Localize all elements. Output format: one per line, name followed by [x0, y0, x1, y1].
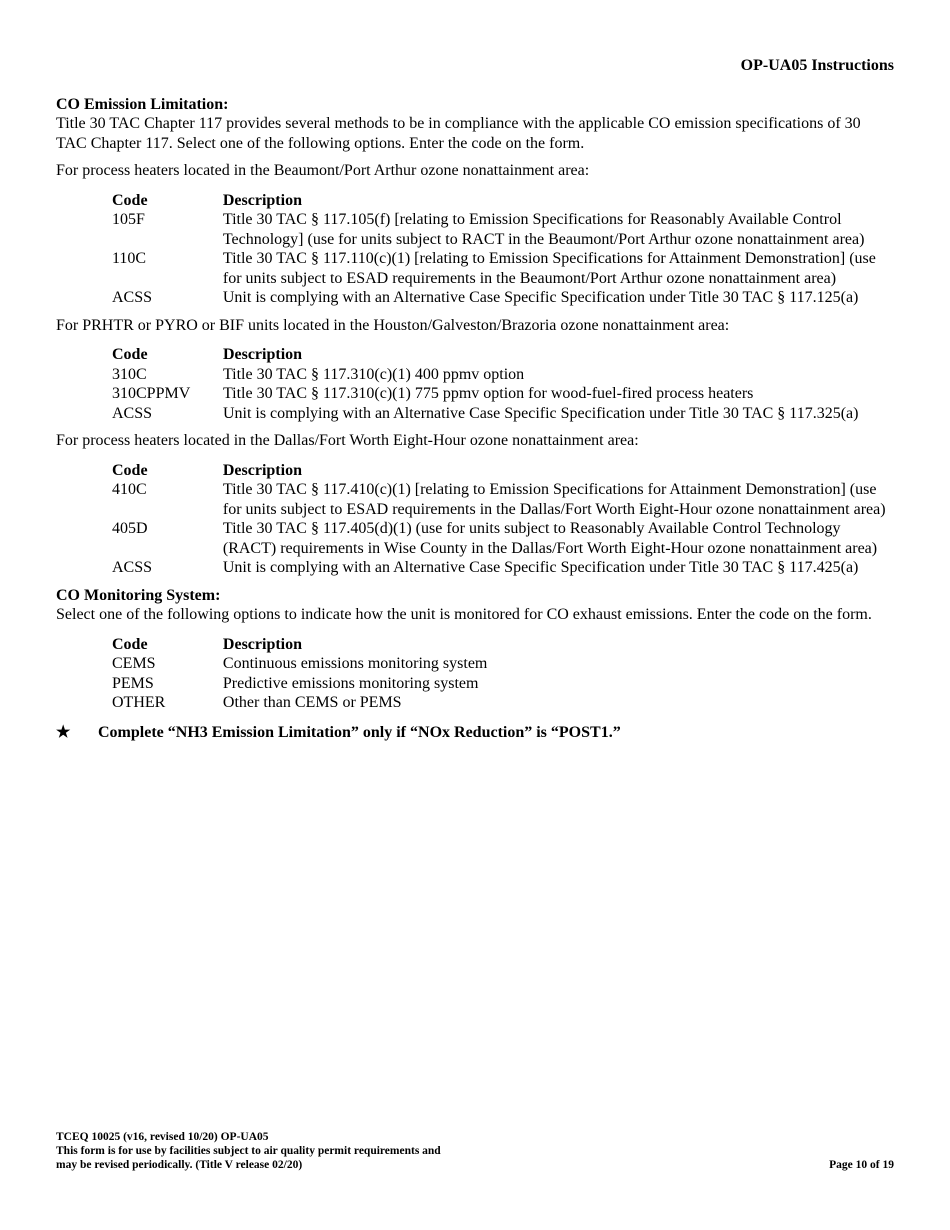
table-row [112, 674, 894, 694]
description-cell: Title 30 TAC § 117.105(f) [relating to Emission Specifications for Reasonably Available Control Technology] (use for units subject to RACT in the Beaumont/Port Arthur ozone nonattainment area) [222, 211, 865, 248]
co-monitoring-intro: Select one of the following options to indicate how the unit is monitored for CO exhaust emissions. Enter the code on the form. [56, 606, 872, 623]
description-column-header: Description [222, 346, 303, 363]
star-icon: ★ [56, 723, 71, 741]
code-cell: OTHER [112, 694, 166, 711]
code-cell: ACSS [112, 559, 153, 576]
co-monitoring-heading: CO Monitoring System: [56, 586, 221, 604]
code-cell: PEMS [112, 674, 154, 692]
footer-line-3: may be revised periodically. (Title V release 02/20) [56, 1159, 303, 1171]
co-emission-heading: CO Emission Limitation: [56, 95, 229, 113]
document-page [56, 56, 894, 742]
code-cell: ACSS [112, 289, 153, 306]
table-row [112, 654, 894, 674]
page-footer [56, 1130, 894, 1172]
nh3-note [56, 723, 894, 743]
description-cell: Title 30 TAC § 117.110(c)(1) [relating to Emission Specifications for Attainment Demonstration] (use for units subject to ESAD requirements in the Beaumont/Port Arthur ozone nonattainment area) [222, 250, 876, 287]
description-cell: Title 30 TAC § 117.410(c)(1) [relating to Emission Specifications for Attainment Demonstration] (use for units subject to ESAD requirements in the Dallas/Fort Worth Eight-Hour ozone nonattainment area) [222, 481, 886, 518]
table-row [112, 249, 894, 288]
code-table-monitoring [112, 635, 894, 713]
code-cell: 310C [112, 365, 147, 383]
footer-line-1: TCEQ 10025 (v16, revised 10/20) OP-UA05 [56, 1131, 269, 1143]
co-emission-intro: Title 30 TAC Chapter 117 provides several methods to be in compliance with the applicable CO emission specifications of 30 TAC Chapter 117. Select one of the following options. Enter the code on the form. [56, 115, 861, 152]
table-row [112, 365, 894, 385]
footer-line-2: This form is for use by facilities subject to air quality permit requirements and [56, 1145, 441, 1157]
description-cell: Other than CEMS or PEMS [222, 694, 402, 711]
code-cell: 410C [112, 481, 147, 498]
description-column-header: Description [222, 635, 303, 653]
code-table-dallas [112, 461, 894, 578]
code-column-header: Code [112, 635, 148, 653]
table-row [112, 480, 894, 519]
table-row [112, 558, 894, 578]
code-column-header: Code [112, 461, 148, 479]
code-column-header: Code [112, 346, 148, 363]
code-cell: 110C [112, 250, 147, 267]
description-cell: Predictive emissions monitoring system [222, 674, 479, 692]
table-header-row [112, 191, 894, 211]
table-row [112, 519, 894, 558]
description-cell: Unit is complying with an Alternative Case Specific Specification under Title 30 TAC § 117.125(a) [222, 289, 859, 306]
table-row [112, 288, 894, 308]
footer-form-info [56, 1130, 441, 1172]
nh3-note-text: Complete “NH3 Emission Limitation” only if “NOx Reduction” is “POST1.” [98, 723, 621, 741]
code-column-header: Code [112, 191, 148, 209]
code-cell: 405D [112, 520, 148, 537]
description-cell: Title 30 TAC § 117.310(c)(1) 400 ppmv option [222, 365, 525, 383]
table-header-row [112, 461, 894, 481]
table-row [112, 384, 894, 404]
description-cell: Title 30 TAC § 117.405(d)(1) (use for units subject to Reasonably Available Control Technology (RACT) requirements in Wise County in the Dallas/Fort Worth Eight-Hour ozone nonattainment area) [222, 520, 878, 557]
page-header-title: OP-UA05 Instructions [740, 57, 894, 74]
description-cell: Continuous emissions monitoring system [222, 655, 488, 672]
code-cell: 105F [112, 211, 145, 228]
group-label-houston: For PRHTR or PYRO or BIF units located in the Houston/Galveston/Brazoria ozone nonattainment area: [56, 316, 730, 334]
description-cell: Unit is complying with an Alternative Case Specific Specification under Title 30 TAC § 117.325(a) [222, 404, 859, 422]
code-cell: CEMS [112, 655, 156, 672]
code-table-beaumont [112, 191, 894, 308]
code-cell: ACSS [112, 404, 153, 422]
table-header-row [112, 635, 894, 655]
page-number: Page 10 of 19 [829, 1159, 894, 1171]
description-column-header: Description [222, 191, 302, 209]
table-header-row [112, 345, 894, 365]
table-row [112, 404, 894, 424]
description-cell: Unit is complying with an Alternative Case Specific Specification under Title 30 TAC § 117.425(a) [222, 559, 859, 576]
group-label-dallas: For process heaters located in the Dallas/Fort Worth Eight-Hour ozone nonattainment area: [56, 432, 639, 449]
code-cell: 310CPPMV [112, 385, 191, 402]
description-cell: Title 30 TAC § 117.310(c)(1) 775 ppmv option for wood-fuel-fired process heaters [222, 385, 754, 402]
table-row [112, 210, 894, 249]
group-label-beaumont: For process heaters located in the Beaumont/Port Arthur ozone nonattainment area: [56, 162, 590, 179]
table-row [112, 693, 894, 713]
description-column-header: Description [222, 461, 302, 479]
code-table-houston [112, 345, 894, 423]
